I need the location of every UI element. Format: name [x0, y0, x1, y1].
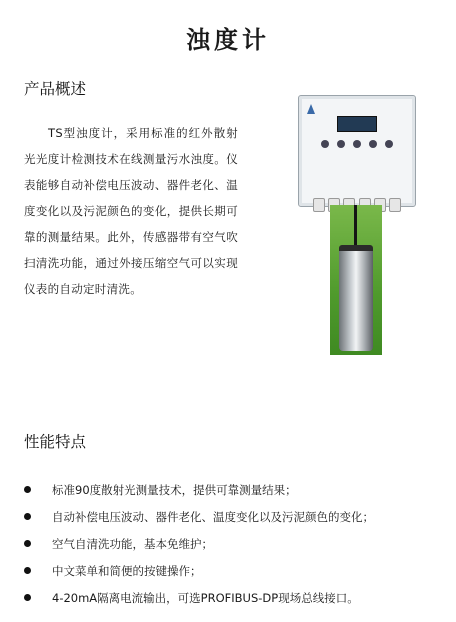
turbidity-controller-image: [298, 95, 416, 207]
page-title: 浊度计: [186, 25, 270, 54]
list-item: [0, 534, 456, 561]
feature-text: 标准90度散射光测量技术，提供可靠测量结果；: [52, 483, 297, 497]
key-icon: [385, 140, 393, 148]
list-item: [0, 588, 456, 615]
key-icon: [353, 140, 361, 148]
bullet-dot-icon: [24, 486, 31, 493]
bullet-dot-icon: [24, 513, 31, 520]
feature-text: 空气自清洗功能，基本免维护；: [52, 537, 213, 551]
feature-text: 中文菜单和简便的按键操作；: [52, 564, 202, 578]
turbidity-sensor-image: [339, 245, 373, 351]
key-icon: [369, 140, 377, 148]
feature-text: 4-20mA隔离电流输出，可选PROFIBUS-DP现场总线接口。: [52, 591, 359, 605]
key-icon: [321, 140, 329, 148]
feature-text: 自动补偿电压波动、器件老化、温度变化以及污泥颜色的变化；: [52, 510, 374, 524]
features-heading: 性能特点: [24, 433, 87, 451]
brand-logo-icon: [307, 104, 315, 114]
controller-keypad: [321, 140, 393, 150]
cable-gland-icon: [389, 198, 401, 212]
cable-gland-icon: [313, 198, 325, 212]
key-icon: [337, 140, 345, 148]
features-list: [0, 480, 456, 615]
bullet-dot-icon: [24, 567, 31, 574]
list-item: [0, 480, 456, 507]
list-item: [0, 561, 456, 588]
overview-heading: 产品概述: [24, 80, 87, 98]
sensor-cable: [354, 205, 357, 245]
bullet-dot-icon: [24, 594, 31, 601]
overview-text: TS型浊度计，采用标准的红外散射光光度计检测技术在线测量污水浊度。仪表能够自动补偿电压波动、器件老化、温度变化以及污泥颜色的变化，提供长期可靠的测量结果。此外，传感器带有空气吹扫清洗功能，通过外接压缩空气可以实现仪表的自动定时清洗。: [24, 126, 238, 296]
bullet-dot-icon: [24, 540, 31, 547]
list-item: [0, 507, 456, 534]
controller-display: [337, 116, 377, 132]
